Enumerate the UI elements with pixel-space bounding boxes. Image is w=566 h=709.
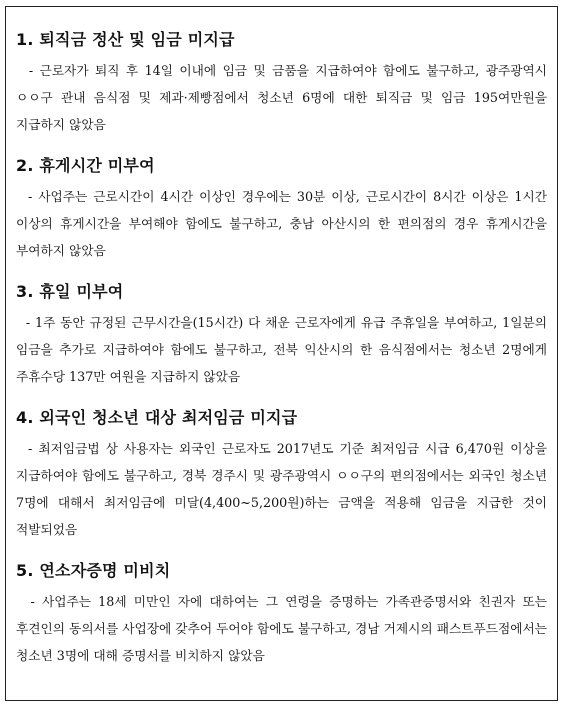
section-3 xyxy=(16,281,552,390)
section-title: 1. 퇴직금 정산 및 임금 미지급 xyxy=(16,30,235,49)
section-2 xyxy=(16,155,552,264)
section-body: - 최저임금법 상 사용자는 외국인 근로자도 2017년도 기준 최저임금 시급 6,470원 이상을 지급하여야 함에도 불구하고, 경북 경주시 및 광주광역시 ㅇㅇ구의 편의점에서는 외국인 청소년 7명에 대해서 최저임금에 미달(4,400~5,200원)하는 금액을 적용해 임금을 지급한 것이 적발되었음 xyxy=(16,441,552,537)
section-body: - 1주 동안 규정된 근무시간을(15시간) 다 채운 근로자에게 유급 주휴일을 부여하고, 1일분의 임금을 추가로 지급하여야 함에도 불구하고, 전북 익산시의 한 음식점에서는 청소년 2명에게 주휴수당 137만 여원을 지급하지 않았음 xyxy=(16,315,552,384)
section-body: - 근로자가 퇴직 후 14일 이내에 임금 및 금품을 지급하여야 함에도 불구하고, 광주광역시 ㅇㅇ구 관내 음식점 및 제과·제빵점에서 청소년 6명에 대한 퇴직금 및 임금 195여만원을 지급하지 않았음 xyxy=(16,63,552,132)
section-title: 2. 휴게시간 미부여 xyxy=(16,156,155,175)
section-body: - 사업주는 근로시간이 4시간 이상인 경우에는 30분 이상, 근로시간이 8시간 이상은 1시간 이상의 휴게시간을 부여해야 함에도 불구하고, 충남 아산시의 한 편의점의 경우 휴게시간을 부여하지 않았음 xyxy=(16,189,552,258)
document-box xyxy=(5,6,558,701)
section-title: 3. 휴일 미부여 xyxy=(16,282,124,301)
section-body: - 사업주는 18세 미만인 자에 대하여는 그 연령을 증명하는 가족관증명서와 친권자 또는 후견인의 동의서를 사업장에 갖추어 두어야 함에도 불구하고, 경남 거제시의 패스트푸드점에서는 청소년 3명에 대해 증명서를 비치하지 않았음 xyxy=(16,594,552,663)
section-title: 5. 연소자증명 미비치 xyxy=(16,561,171,580)
section-title: 4. 외국인 청소년 대상 최저임금 미지급 xyxy=(16,408,298,427)
section-4 xyxy=(16,407,552,543)
section-5 xyxy=(16,560,552,669)
section-1 xyxy=(16,29,552,138)
